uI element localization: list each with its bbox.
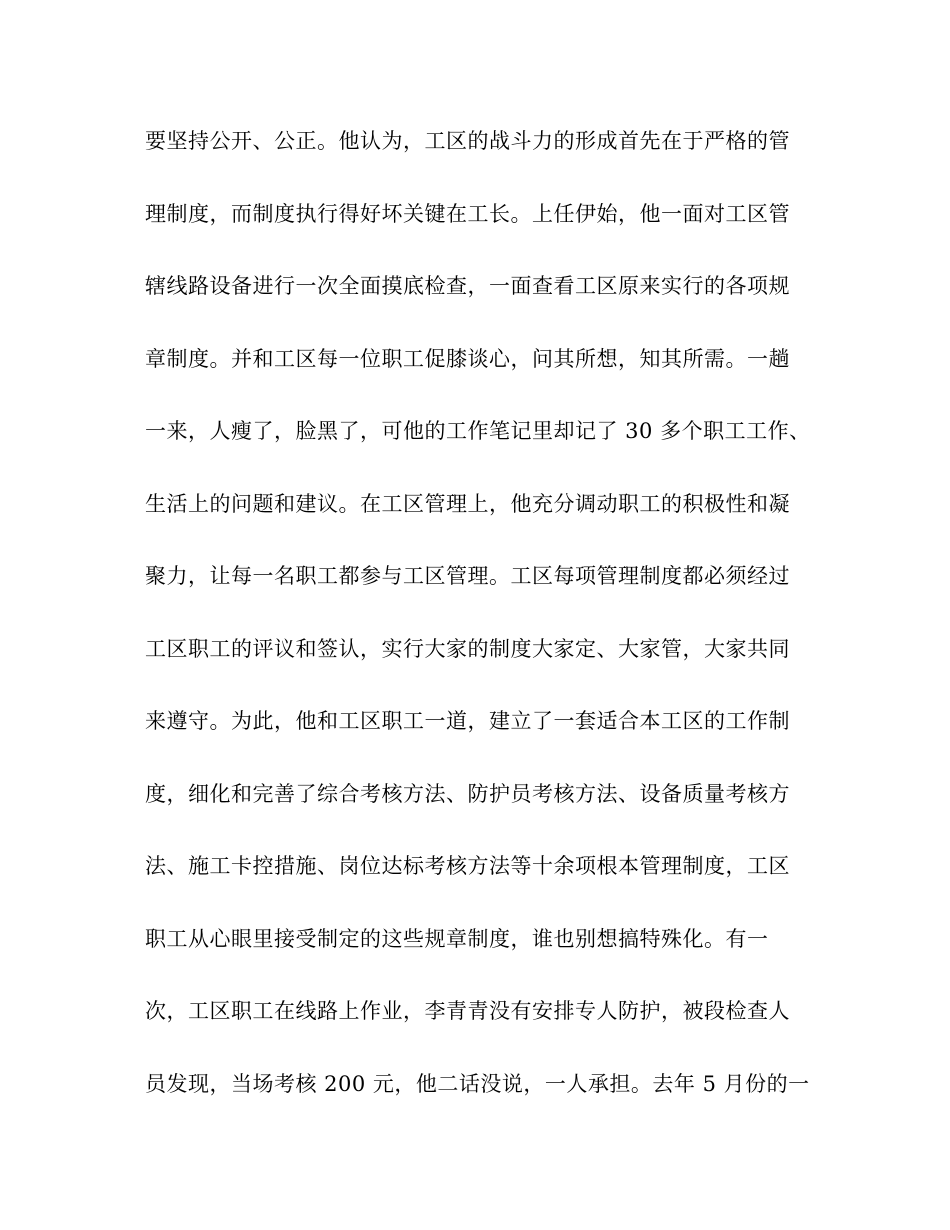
text-line: 章制度。并和工区每一位职工促膝谈心，问其所想，知其所需。一趟 <box>145 346 790 371</box>
text-line: 辖线路设备进行一次全面摸底检查，一面查看工区原来实行的各项规 <box>145 274 790 298</box>
text-line: 职工从心眼里接受制定的这些规章制度，谁也别想搞特殊化。有一 <box>145 926 769 951</box>
text-line: 法、施工卡控措施、岗位达标考核方法等十余项根本管理制度，工区 <box>145 854 790 878</box>
text-line: 一来，人瘦了，脸黑了，可他的工作笔记里却记了 30 多个职工工作、 <box>145 419 811 443</box>
text-line: 理制度，而制度执行得好坏关键在工长。上任伊始，他一面对工区管 <box>145 201 790 226</box>
text-line: 度，细化和完善了综合考核方法、防护员考核方法、设备质量考核方 <box>145 781 790 806</box>
text-line: 要坚持公开、公正。他认为，工区的战斗力的形成首先在于严格的管 <box>145 129 790 153</box>
text-line: 来遵守。为此，他和工区职工一道，建立了一套适合本工区的工作制 <box>145 709 790 733</box>
text-line: 员发现，当场考核 200 元，他二话没说，一人承担。去年 5 月份的一 <box>145 1071 810 1096</box>
text-line: 聚力，让每一名职工都参与工区管理。工区每项管理制度都必须经过 <box>145 564 790 588</box>
body-text <box>145 118 811 1133</box>
text-line: 生活上的问题和建议。在工区管理上，他充分调动职工的积极性和凝 <box>145 491 790 516</box>
text-line: 工区职工的评议和签认，实行大家的制度大家定、大家管，大家共同 <box>145 636 790 661</box>
text-line: 次，工区职工在线路上作业，李青青没有安排专人防护，被段检查人 <box>145 999 790 1023</box>
